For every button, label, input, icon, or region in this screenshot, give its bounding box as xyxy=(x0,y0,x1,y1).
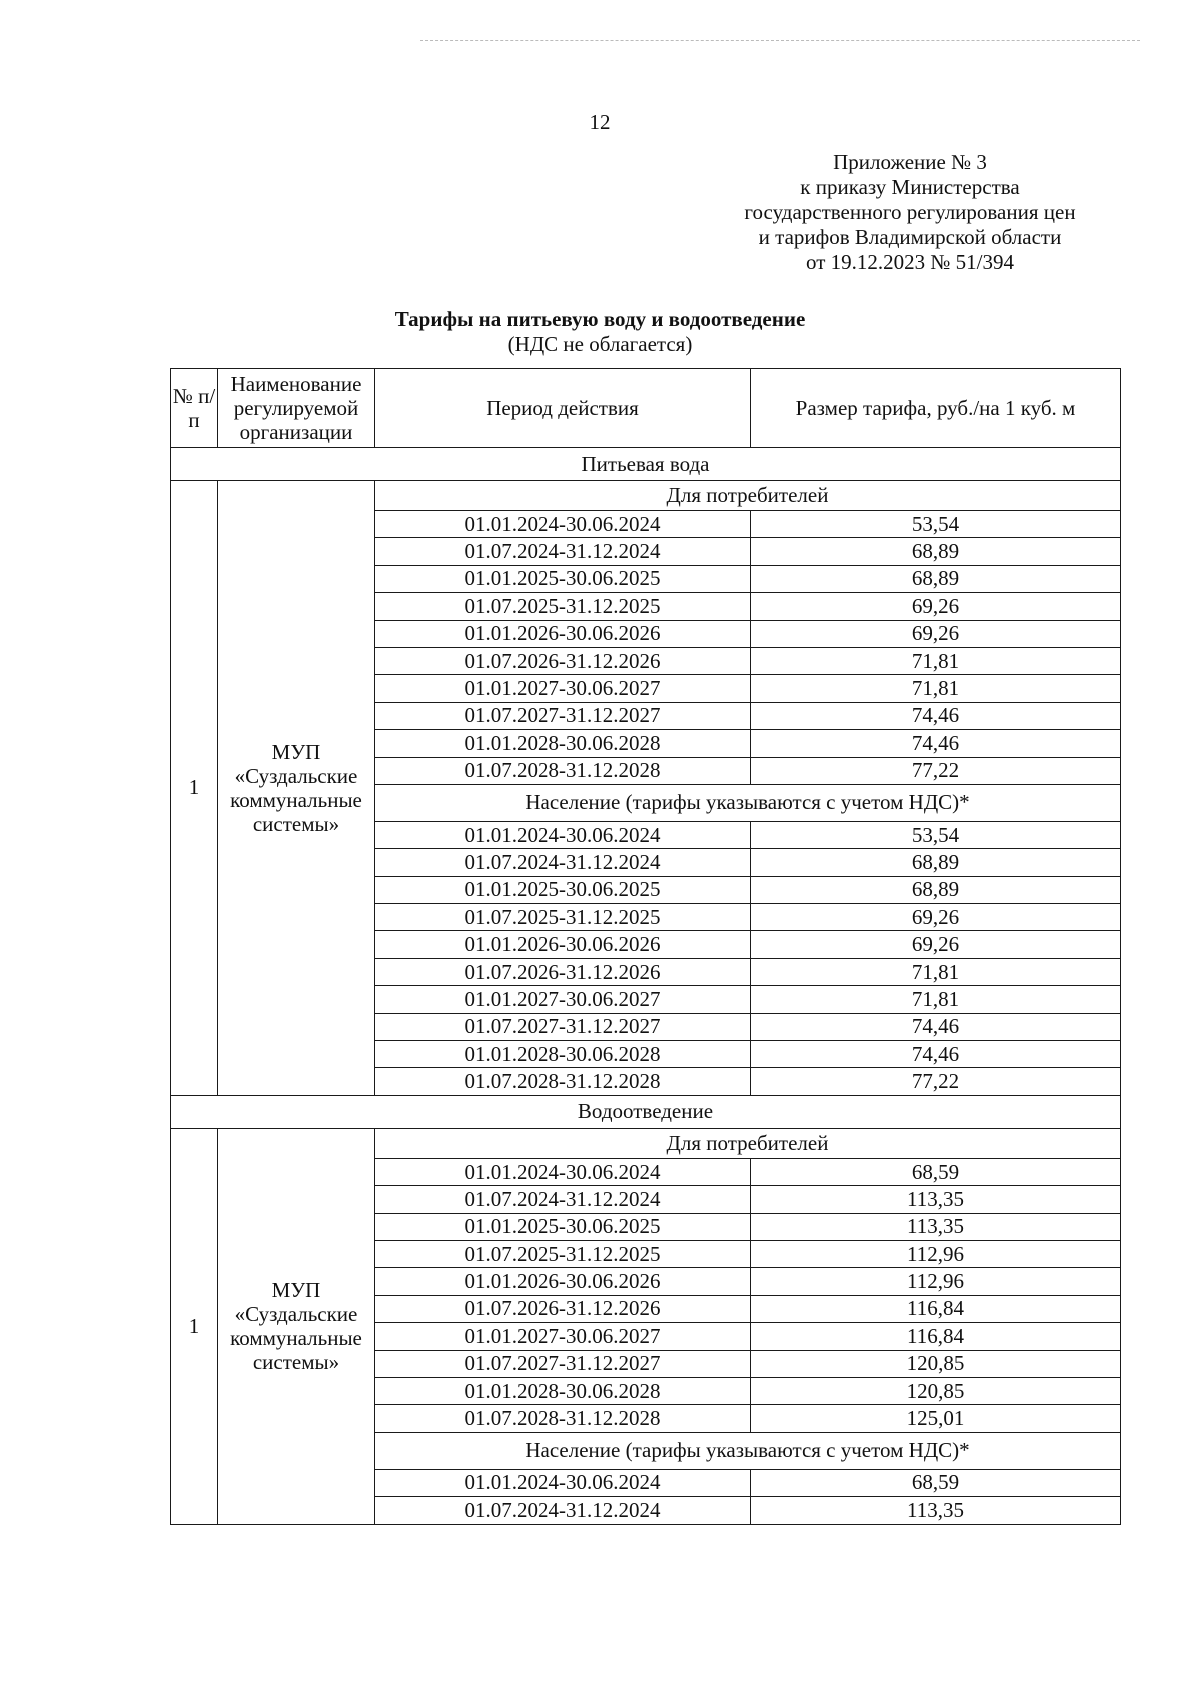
tariff-cell: 71,81 xyxy=(751,958,1121,985)
tariff-cell: 116,84 xyxy=(751,1295,1121,1322)
tariff-cell: 68,89 xyxy=(751,538,1121,565)
tariff-cell: 113,35 xyxy=(751,1497,1121,1524)
document-title-block xyxy=(0,307,1200,357)
tariff-cell: 120,85 xyxy=(751,1377,1121,1404)
tariff-cell: 69,26 xyxy=(751,593,1121,620)
header-org: Наименование регулируемой организации xyxy=(218,369,375,448)
period-cell: 01.07.2024-31.12.2024 xyxy=(375,849,751,876)
appendix-line: от 19.12.2023 № 51/394 xyxy=(805,250,1015,274)
appendix-line: к приказу Министерства xyxy=(800,175,1020,199)
tariff-cell: 69,26 xyxy=(751,931,1121,958)
period-cell: 01.07.2026-31.12.2026 xyxy=(375,1295,751,1322)
document-subtitle: (НДС не облагается) xyxy=(507,332,693,356)
subsection-row xyxy=(171,481,1121,511)
consumers-label: Для потребителей xyxy=(375,481,1121,511)
period-cell: 01.07.2024-31.12.2024 xyxy=(375,538,751,565)
tariff-cell: 113,35 xyxy=(751,1213,1121,1240)
period-cell: 01.01.2024-30.06.2024 xyxy=(375,1158,751,1185)
header-period: Период действия xyxy=(375,369,751,448)
organization-name: МУП «Суздальские коммунальные системы» xyxy=(218,1128,375,1524)
tariff-cell: 77,22 xyxy=(751,1068,1121,1095)
appendix-line: и тарифов Владимирской области xyxy=(758,225,1062,249)
scan-artifact-line xyxy=(420,40,1140,41)
header-num: № п/п xyxy=(171,369,218,448)
tariff-cell: 68,89 xyxy=(751,565,1121,592)
tariff-cell: 112,96 xyxy=(751,1268,1121,1295)
population-label: Население (тарифы указываются с учетом НДС)* xyxy=(375,784,1121,821)
period-cell: 01.07.2024-31.12.2024 xyxy=(375,1186,751,1213)
period-cell: 01.01.2026-30.06.2026 xyxy=(375,1268,751,1295)
period-cell: 01.07.2027-31.12.2027 xyxy=(375,1013,751,1040)
tariff-cell: 68,89 xyxy=(751,876,1121,903)
population-label: Население (тарифы указываются с учетом НДС)* xyxy=(375,1432,1121,1469)
tariff-cell: 77,22 xyxy=(751,757,1121,784)
consumers-label: Для потребителей xyxy=(375,1128,1121,1158)
period-cell: 01.07.2027-31.12.2027 xyxy=(375,1350,751,1377)
period-cell: 01.01.2027-30.06.2027 xyxy=(375,1323,751,1350)
tariff-cell: 53,54 xyxy=(751,511,1121,538)
tariff-cell: 120,85 xyxy=(751,1350,1121,1377)
tariff-cell: 53,54 xyxy=(751,821,1121,848)
tariff-cell: 74,46 xyxy=(751,1013,1121,1040)
tariff-cell: 116,84 xyxy=(751,1323,1121,1350)
row-number: 1 xyxy=(171,481,218,1096)
tariff-cell: 71,81 xyxy=(751,675,1121,702)
period-cell: 01.01.2024-30.06.2024 xyxy=(375,511,751,538)
tariff-table xyxy=(170,368,1121,1525)
period-cell: 01.01.2025-30.06.2025 xyxy=(375,565,751,592)
tariff-cell: 71,81 xyxy=(751,986,1121,1013)
tariff-cell: 112,96 xyxy=(751,1240,1121,1267)
period-cell: 01.01.2027-30.06.2027 xyxy=(375,986,751,1013)
period-cell: 01.07.2028-31.12.2028 xyxy=(375,1405,751,1432)
period-cell: 01.07.2026-31.12.2026 xyxy=(375,647,751,674)
appendix-line: государственного регулирования цен xyxy=(744,200,1076,224)
section-title-row xyxy=(171,448,1121,481)
tariff-cell: 113,35 xyxy=(751,1186,1121,1213)
appendix-block xyxy=(710,150,1110,275)
section-title-row xyxy=(171,1095,1121,1128)
row-number: 1 xyxy=(171,1128,218,1524)
tariff-cell: 74,46 xyxy=(751,702,1121,729)
period-cell: 01.01.2028-30.06.2028 xyxy=(375,1041,751,1068)
period-cell: 01.01.2028-30.06.2028 xyxy=(375,730,751,757)
section-title: Питьевая вода xyxy=(171,448,1121,481)
tariff-cell: 69,26 xyxy=(751,904,1121,931)
period-cell: 01.07.2027-31.12.2027 xyxy=(375,702,751,729)
period-cell: 01.07.2028-31.12.2028 xyxy=(375,757,751,784)
appendix-line: Приложение № 3 xyxy=(833,150,987,174)
tariff-cell: 68,59 xyxy=(751,1469,1121,1496)
period-cell: 01.07.2025-31.12.2025 xyxy=(375,904,751,931)
tariff-cell: 74,46 xyxy=(751,1041,1121,1068)
period-cell: 01.07.2024-31.12.2024 xyxy=(375,1497,751,1524)
period-cell: 01.01.2025-30.06.2025 xyxy=(375,876,751,903)
header-tariff: Размер тарифа, руб./на 1 куб. м xyxy=(751,369,1121,448)
period-cell: 01.07.2028-31.12.2028 xyxy=(375,1068,751,1095)
subsection-row xyxy=(171,1128,1121,1158)
tariff-cell: 125,01 xyxy=(751,1405,1121,1432)
page-number: 12 xyxy=(589,110,611,134)
tariff-cell: 69,26 xyxy=(751,620,1121,647)
organization-name: МУП «Суздальские коммунальные системы» xyxy=(218,481,375,1096)
tariff-cell: 68,89 xyxy=(751,849,1121,876)
period-cell: 01.01.2024-30.06.2024 xyxy=(375,821,751,848)
period-cell: 01.01.2025-30.06.2025 xyxy=(375,1213,751,1240)
period-cell: 01.07.2026-31.12.2026 xyxy=(375,958,751,985)
tariff-cell: 71,81 xyxy=(751,647,1121,674)
tariff-cell: 74,46 xyxy=(751,730,1121,757)
period-cell: 01.01.2024-30.06.2024 xyxy=(375,1469,751,1496)
period-cell: 01.01.2027-30.06.2027 xyxy=(375,675,751,702)
period-cell: 01.01.2028-30.06.2028 xyxy=(375,1377,751,1404)
document-title: Тарифы на питьевую воду и водоотведение xyxy=(394,307,806,331)
period-cell: 01.07.2025-31.12.2025 xyxy=(375,1240,751,1267)
tariff-cell: 68,59 xyxy=(751,1158,1121,1185)
header-row xyxy=(171,369,1121,448)
period-cell: 01.01.2026-30.06.2026 xyxy=(375,931,751,958)
section-title: Водоотведение xyxy=(171,1095,1121,1128)
period-cell: 01.07.2025-31.12.2025 xyxy=(375,593,751,620)
period-cell: 01.01.2026-30.06.2026 xyxy=(375,620,751,647)
